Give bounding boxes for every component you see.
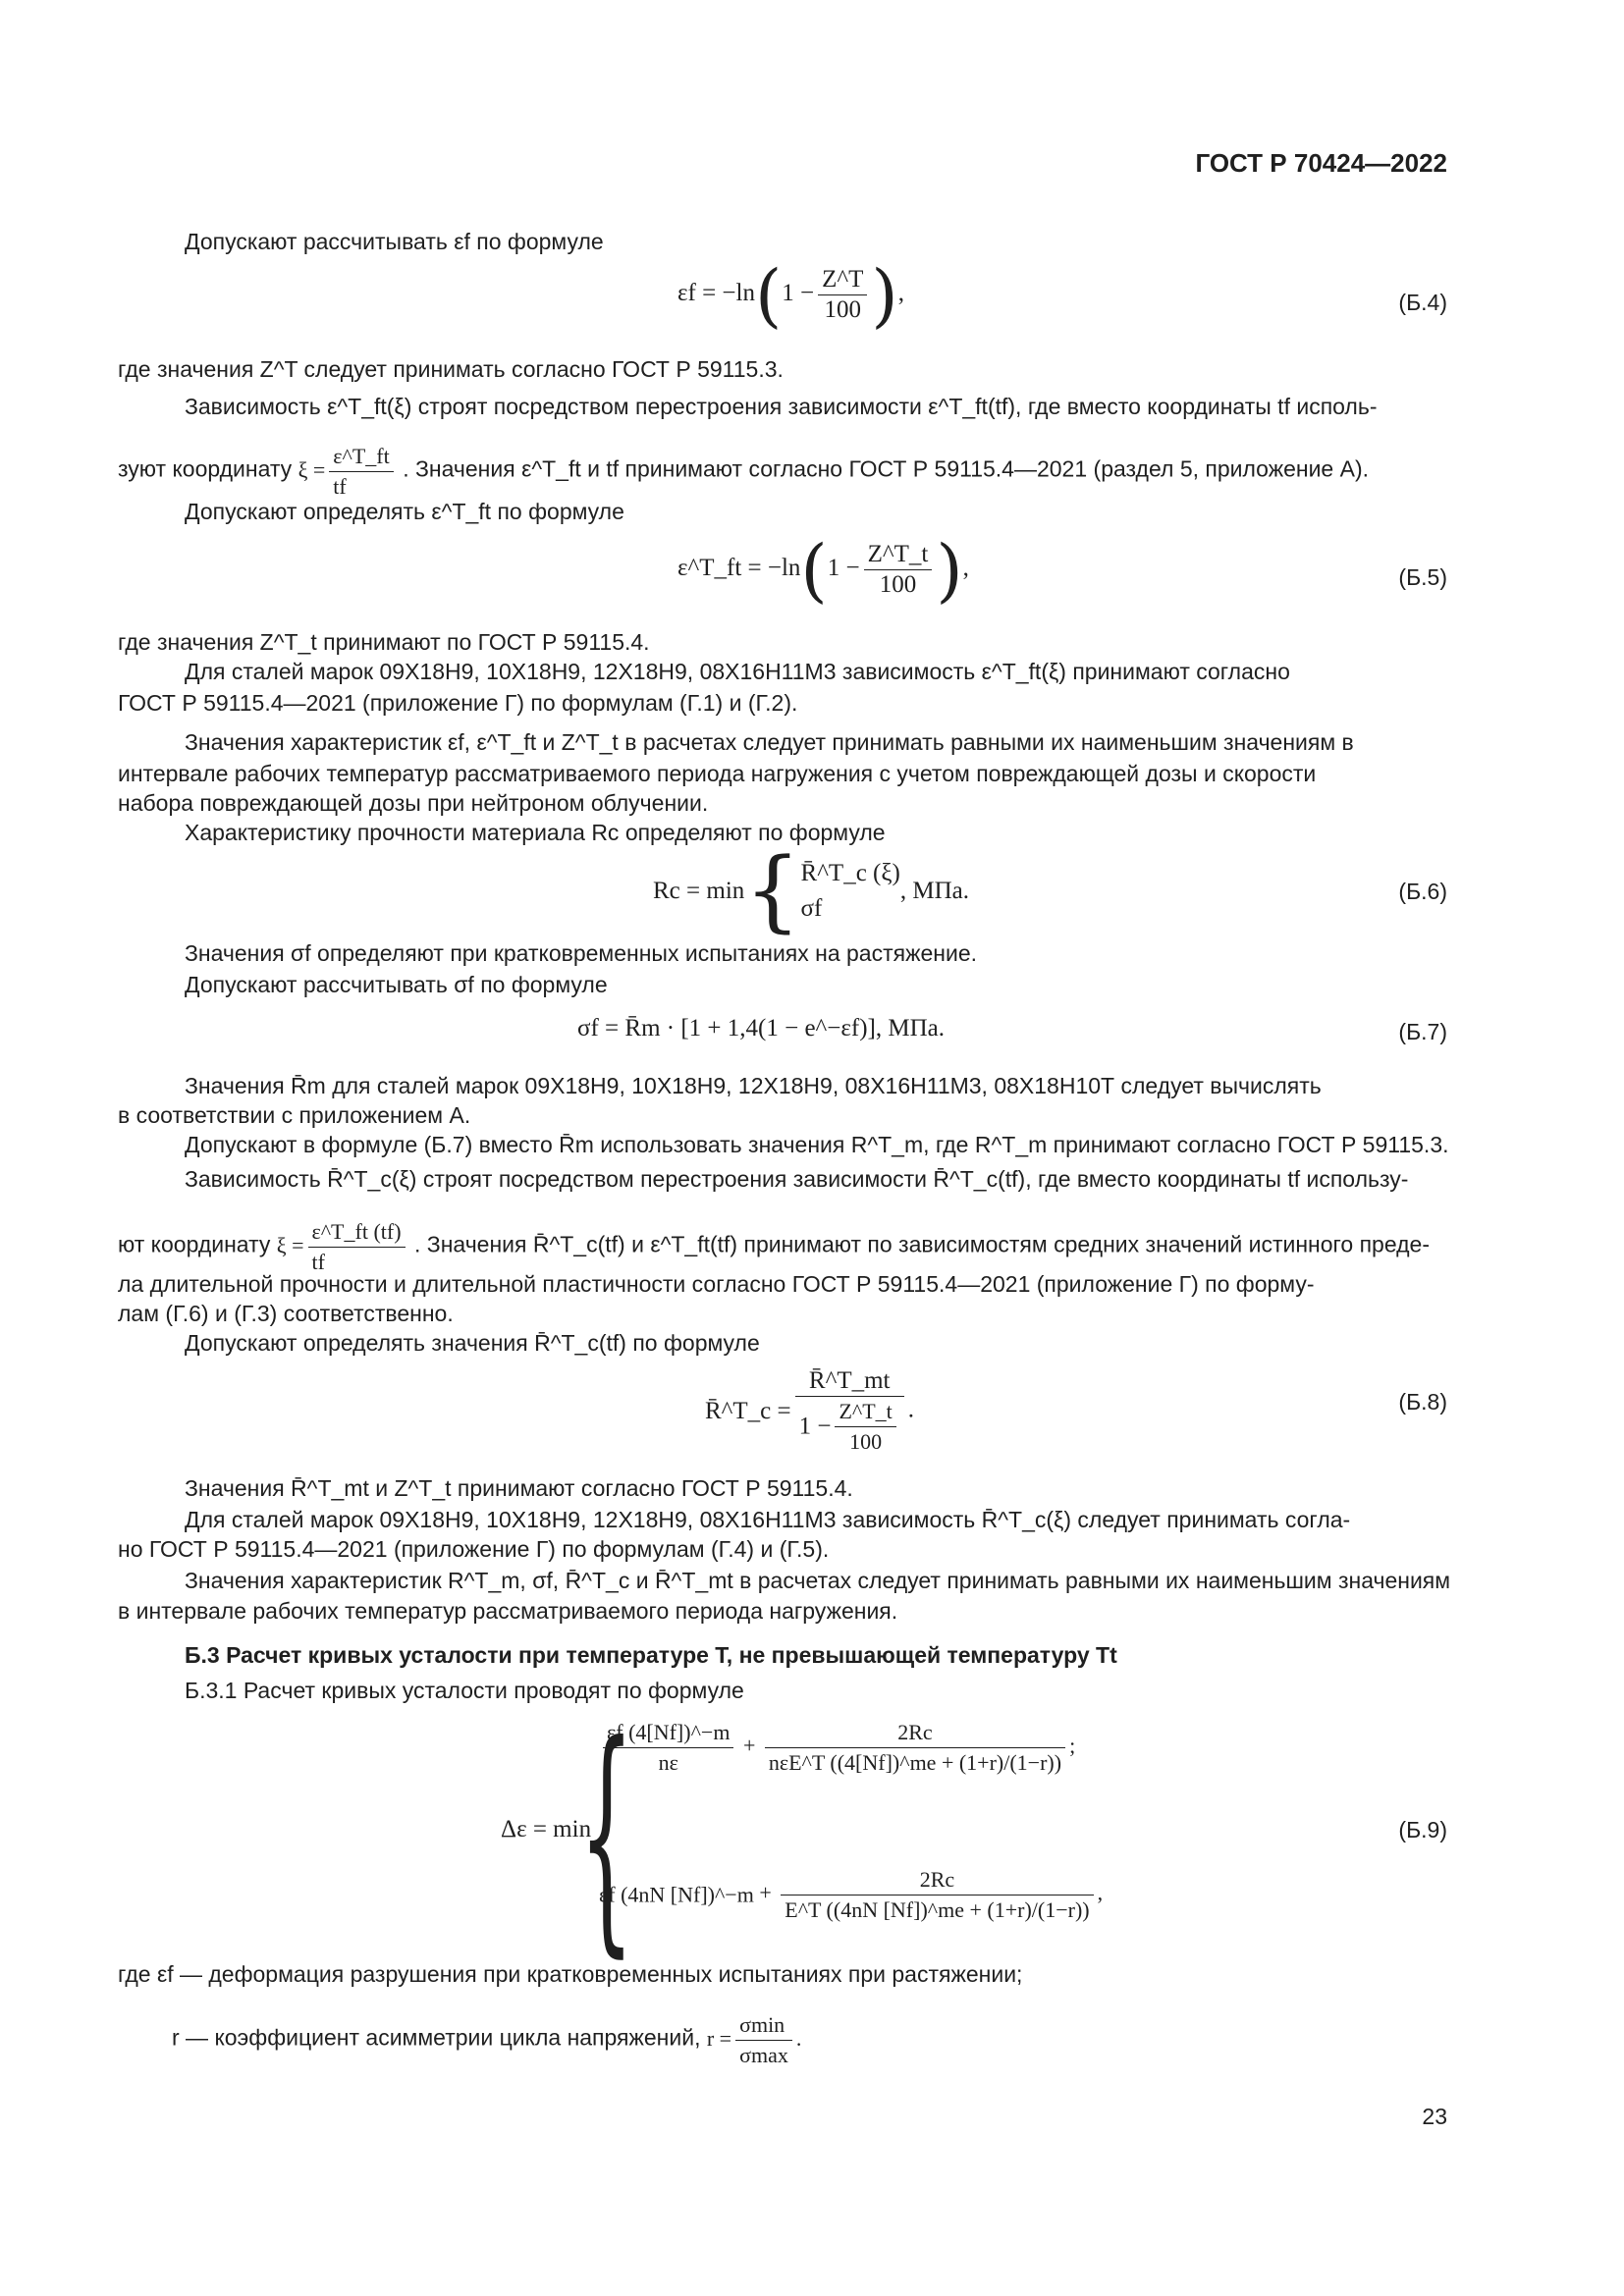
paragraph-text: Значения R̄^T_mt и Z^T_t принимают согласно ГОСТ Р 59115.4.	[185, 1475, 853, 1501]
paragraph-text: ла длительной прочности и длительной пластичности согласно ГОСТ Р 59115.4—2021 (приложение Г) по форму-	[118, 1271, 1315, 1297]
formula-r-den: σmax	[739, 2043, 788, 2067]
formula-b6: Rc = min{ R̄^T_c (ξ) σf , МПа.	[653, 839, 969, 942]
formula-b5-lhs: ε^T_ft = −ln	[677, 555, 801, 582]
paragraph-text: Допускают определять ε^T_ft по формуле	[185, 499, 624, 524]
formula-b6-top: R̄^T_c (ξ)	[800, 860, 900, 886]
formula-r-num: σmin	[735, 2010, 792, 2041]
formula-xi2-den: tf	[311, 1250, 325, 1274]
paragraph-text: Допускают рассчитывать εf по формуле	[185, 229, 604, 254]
formula-b5-num: Z^T_t	[864, 540, 933, 570]
paragraph-text: но ГОСТ Р 59115.4—2021 (приложение Г) по формулам (Г.4) и (Г.5).	[118, 1536, 830, 1562]
formula-b6-label: (Б.6)	[1398, 879, 1447, 904]
paragraph-text: Значения характеристик R^T_m, σf, R̄^T_c и R̄^T_mt в расчетах следует принимать равными их наименьшим значениям	[185, 1568, 1451, 1593]
formula-b6-tail: , МПа.	[899, 878, 969, 904]
formula-xi1-den: tf	[333, 474, 347, 499]
paragraph-text: Значения характеристик εf, ε^T_ft и Z^T_t в расчетах следует принимать равными их наименьшим значениям в	[185, 729, 1354, 755]
formula-b4-label: (Б.4)	[1398, 290, 1447, 315]
formula-b9-row2: εf (4nN [Nf])^−m + $\frac{2Rc}{E\^{}T ((4nN [Nf])\^{}me + (1+r)/(1-r))}$ ,	[599, 1865, 1103, 1925]
paragraph-text: лам (Г.6) и (Г.3) соответственно.	[118, 1301, 454, 1326]
paragraph-text: ГОСТ Р 59115.4—2021 (приложение Г) по формулам (Г.1) и (Г.2).	[118, 690, 798, 716]
formula-b8-lhs: R̄^T_c =	[705, 1398, 791, 1424]
formula-b7: σf = R̄m · [1 + 1,4(1 − e^−εf)], МПа.	[577, 1015, 945, 1041]
where-line-r	[172, 2010, 1501, 2070]
formula-b9-lhs: Δε = min	[501, 1816, 592, 1842]
formula-b4-num: Z^T	[818, 265, 867, 295]
formula-b9-r1-a-num: εf (4[Nf])^−m	[603, 1718, 733, 1748]
paragraph-text: в интервале рабочих температур рассматриваемого периода нагружения.	[118, 1598, 898, 1624]
formula-xi2-lhs: ξ =	[276, 1232, 304, 1257]
where-line: где εf — деформация разрушения при кратковременных испытаниях при растяжении;	[118, 1961, 1023, 1987]
paragraph-text: Зависимость R̄^T_c(ξ) строят посредством перестроения зависимости R̄^T_c(tf), где вместо координаты tf использу-	[185, 1166, 1409, 1192]
formula-b9-label: (Б.9)	[1398, 1817, 1447, 1842]
formula-b9-r2-b-den: E^T ((4nN [Nf])^me + (1+r)/(1−r))	[785, 1897, 1090, 1922]
formula-b8-den-num: Z^T_t	[835, 1397, 895, 1427]
formula-b5-label: (Б.5)	[1398, 564, 1447, 590]
formula-b6-lhs: Rc = min	[653, 878, 745, 904]
paragraph-text: Допускают в формуле (Б.7) вместо R̄m использовать значения R^T_m, где R^T_m принимают согласно ГОСТ Р 59115.3.	[185, 1132, 1449, 1157]
formula-b9-r1-a-den: nε	[658, 1750, 678, 1775]
formula-b6-bottom: σf	[800, 895, 823, 922]
paragraph-text: . Значения ε^T_ft и tf принимают согласно ГОСТ Р 59115.4—2021 (раздел 5, приложение А).	[403, 455, 1369, 482]
formula-b4-lhs: εf = −ln	[677, 280, 755, 307]
paragraph-text: Значения σf определяют при кратковременных испытаниях на растяжение.	[185, 940, 977, 966]
paragraph-text: зуют координату	[118, 455, 293, 482]
formula-b8-label: (Б.8)	[1398, 1389, 1447, 1415]
formula-b5-tail: ,	[962, 555, 969, 582]
formula-b4-den: 100	[824, 296, 862, 323]
paragraph-text: . Значения R̄^T_c(tf) и ε^T_ft(tf) принимают по зависимостям средних значений истинного преде-	[414, 1231, 1431, 1257]
paragraph-text: Допускают определять значения R̄^T_c(tf) по формуле	[185, 1330, 760, 1356]
paragraph-text: Зависимость ε^T_ft(ξ) строят посредством перестроения зависимости ε^T_ft(tf), где вместо координаты tf исполь-	[185, 394, 1378, 419]
formula-xi1-lhs: ξ =	[298, 456, 326, 482]
formula-b5-den: 100	[879, 571, 917, 598]
formula-b8	[705, 1366, 914, 1457]
paragraph-text: Значения R̄m для сталей марок 09Х18Н9, 10Х18Н9, 12Х18Н9, 08Х16Н11М3, 08Х18Н10Т следует вычислять	[185, 1073, 1322, 1098]
paragraph-text: Допускают рассчитывать σf по формуле	[185, 972, 608, 997]
formula-b5: ε^T_ft = −ln(1 − $\frac{Z\^{}T\_t}{100}$ ),	[677, 529, 969, 611]
paragraph-text: в соответствии с приложением А.	[118, 1102, 471, 1128]
formula-b9-r2-a: εf (4nN [Nf])^−m	[599, 1882, 754, 1907]
formula-b9-r1-tail: ;	[1069, 1733, 1076, 1758]
formula-r-lhs: r =	[706, 2025, 732, 2051]
formula-b9-r1-b-den: nεE^T ((4[Nf])^me + (1+r)/(1−r))	[768, 1750, 1062, 1775]
paragraph-text: набора повреждающей дозы при нейтроном облучении.	[118, 790, 709, 816]
formula-b9-r1-b-num: 2Rc	[765, 1718, 1065, 1748]
formula-b4: εf = −ln(1 − $\frac{Z\^{}T}{100}$ ),	[677, 254, 904, 336]
section-heading-b3: Б.3 Расчет кривых усталости при температуре T, не превышающей температуру Tt	[185, 1642, 1117, 1668]
formula-b9-r2-tail: ,	[1097, 1880, 1104, 1905]
formula-b8-tail: .	[907, 1396, 915, 1423]
paragraph-line-xi	[118, 442, 1447, 502]
formula-b4-tail: ,	[897, 280, 904, 307]
formula-b7-label: (Б.7)	[1398, 1019, 1447, 1044]
formula-xi2-num: ε^T_ft (tf)	[308, 1217, 406, 1248]
paragraph-text: Для сталей марок 09Х18Н9, 10Х18Н9, 12Х18Н9, 08Х16Н11М3 зависимость R̄^T_c(ξ) следует принимать согла-	[185, 1507, 1351, 1532]
paragraph-text: Для сталей марок 09Х18Н9, 10Х18Н9, 12Х18Н9, 08Х16Н11М3 зависимость ε^T_ft(ξ) принимают согласно	[185, 659, 1290, 684]
formula-b8-num: R̄^T_mt	[795, 1366, 904, 1397]
paragraph-text: Б.3.1 Расчет кривых усталости проводят по формуле	[185, 1678, 744, 1703]
formula-b9-row1: $\frac{\varepsilon f (4[Nf])\^{}-m}{n\varepsilon}$ + $\frac{2Rc}{\text{nεE\textasciicircum{}T ((4[Nf])\textasciicircum{}me + (1+r)/(1−r))}}$ ;	[599, 1718, 1075, 1778]
formula-xi1-num: ε^T_ft	[329, 442, 393, 472]
paragraph-text: где значения Z^T_t принимают по ГОСТ Р 59115.4.	[118, 629, 650, 655]
formula-b9-r2-b-num: 2Rc	[781, 1865, 1093, 1896]
paragraph-text: Характеристику прочности материала Rc определяют по формуле	[185, 820, 886, 845]
formula-b4-inner: 1 −	[782, 280, 815, 307]
paragraph-text: r — коэффициент асимметрии цикла напряжений,	[172, 2024, 701, 2051]
formula-b8-den-den: 100	[849, 1429, 883, 1454]
formula-b5-inner: 1 −	[827, 555, 860, 582]
page-number: 23	[1422, 2104, 1447, 2129]
document-id-header: ГОСТ Р 70424—2022	[1195, 148, 1447, 178]
paragraph-text: интервале рабочих температур рассматриваемого периода нагружения с учетом повреждающей дозы и скорости	[118, 761, 1317, 786]
formula-b9-brace: {	[579, 1692, 634, 1978]
paragraph-text: где значения Z^T следует принимать согласно ГОСТ Р 59115.3.	[118, 356, 784, 382]
formula-b8-den-left: 1 −	[798, 1413, 832, 1440]
formula-r-tail: .	[795, 2025, 802, 2051]
paragraph-text: ют координату	[118, 1231, 271, 1257]
